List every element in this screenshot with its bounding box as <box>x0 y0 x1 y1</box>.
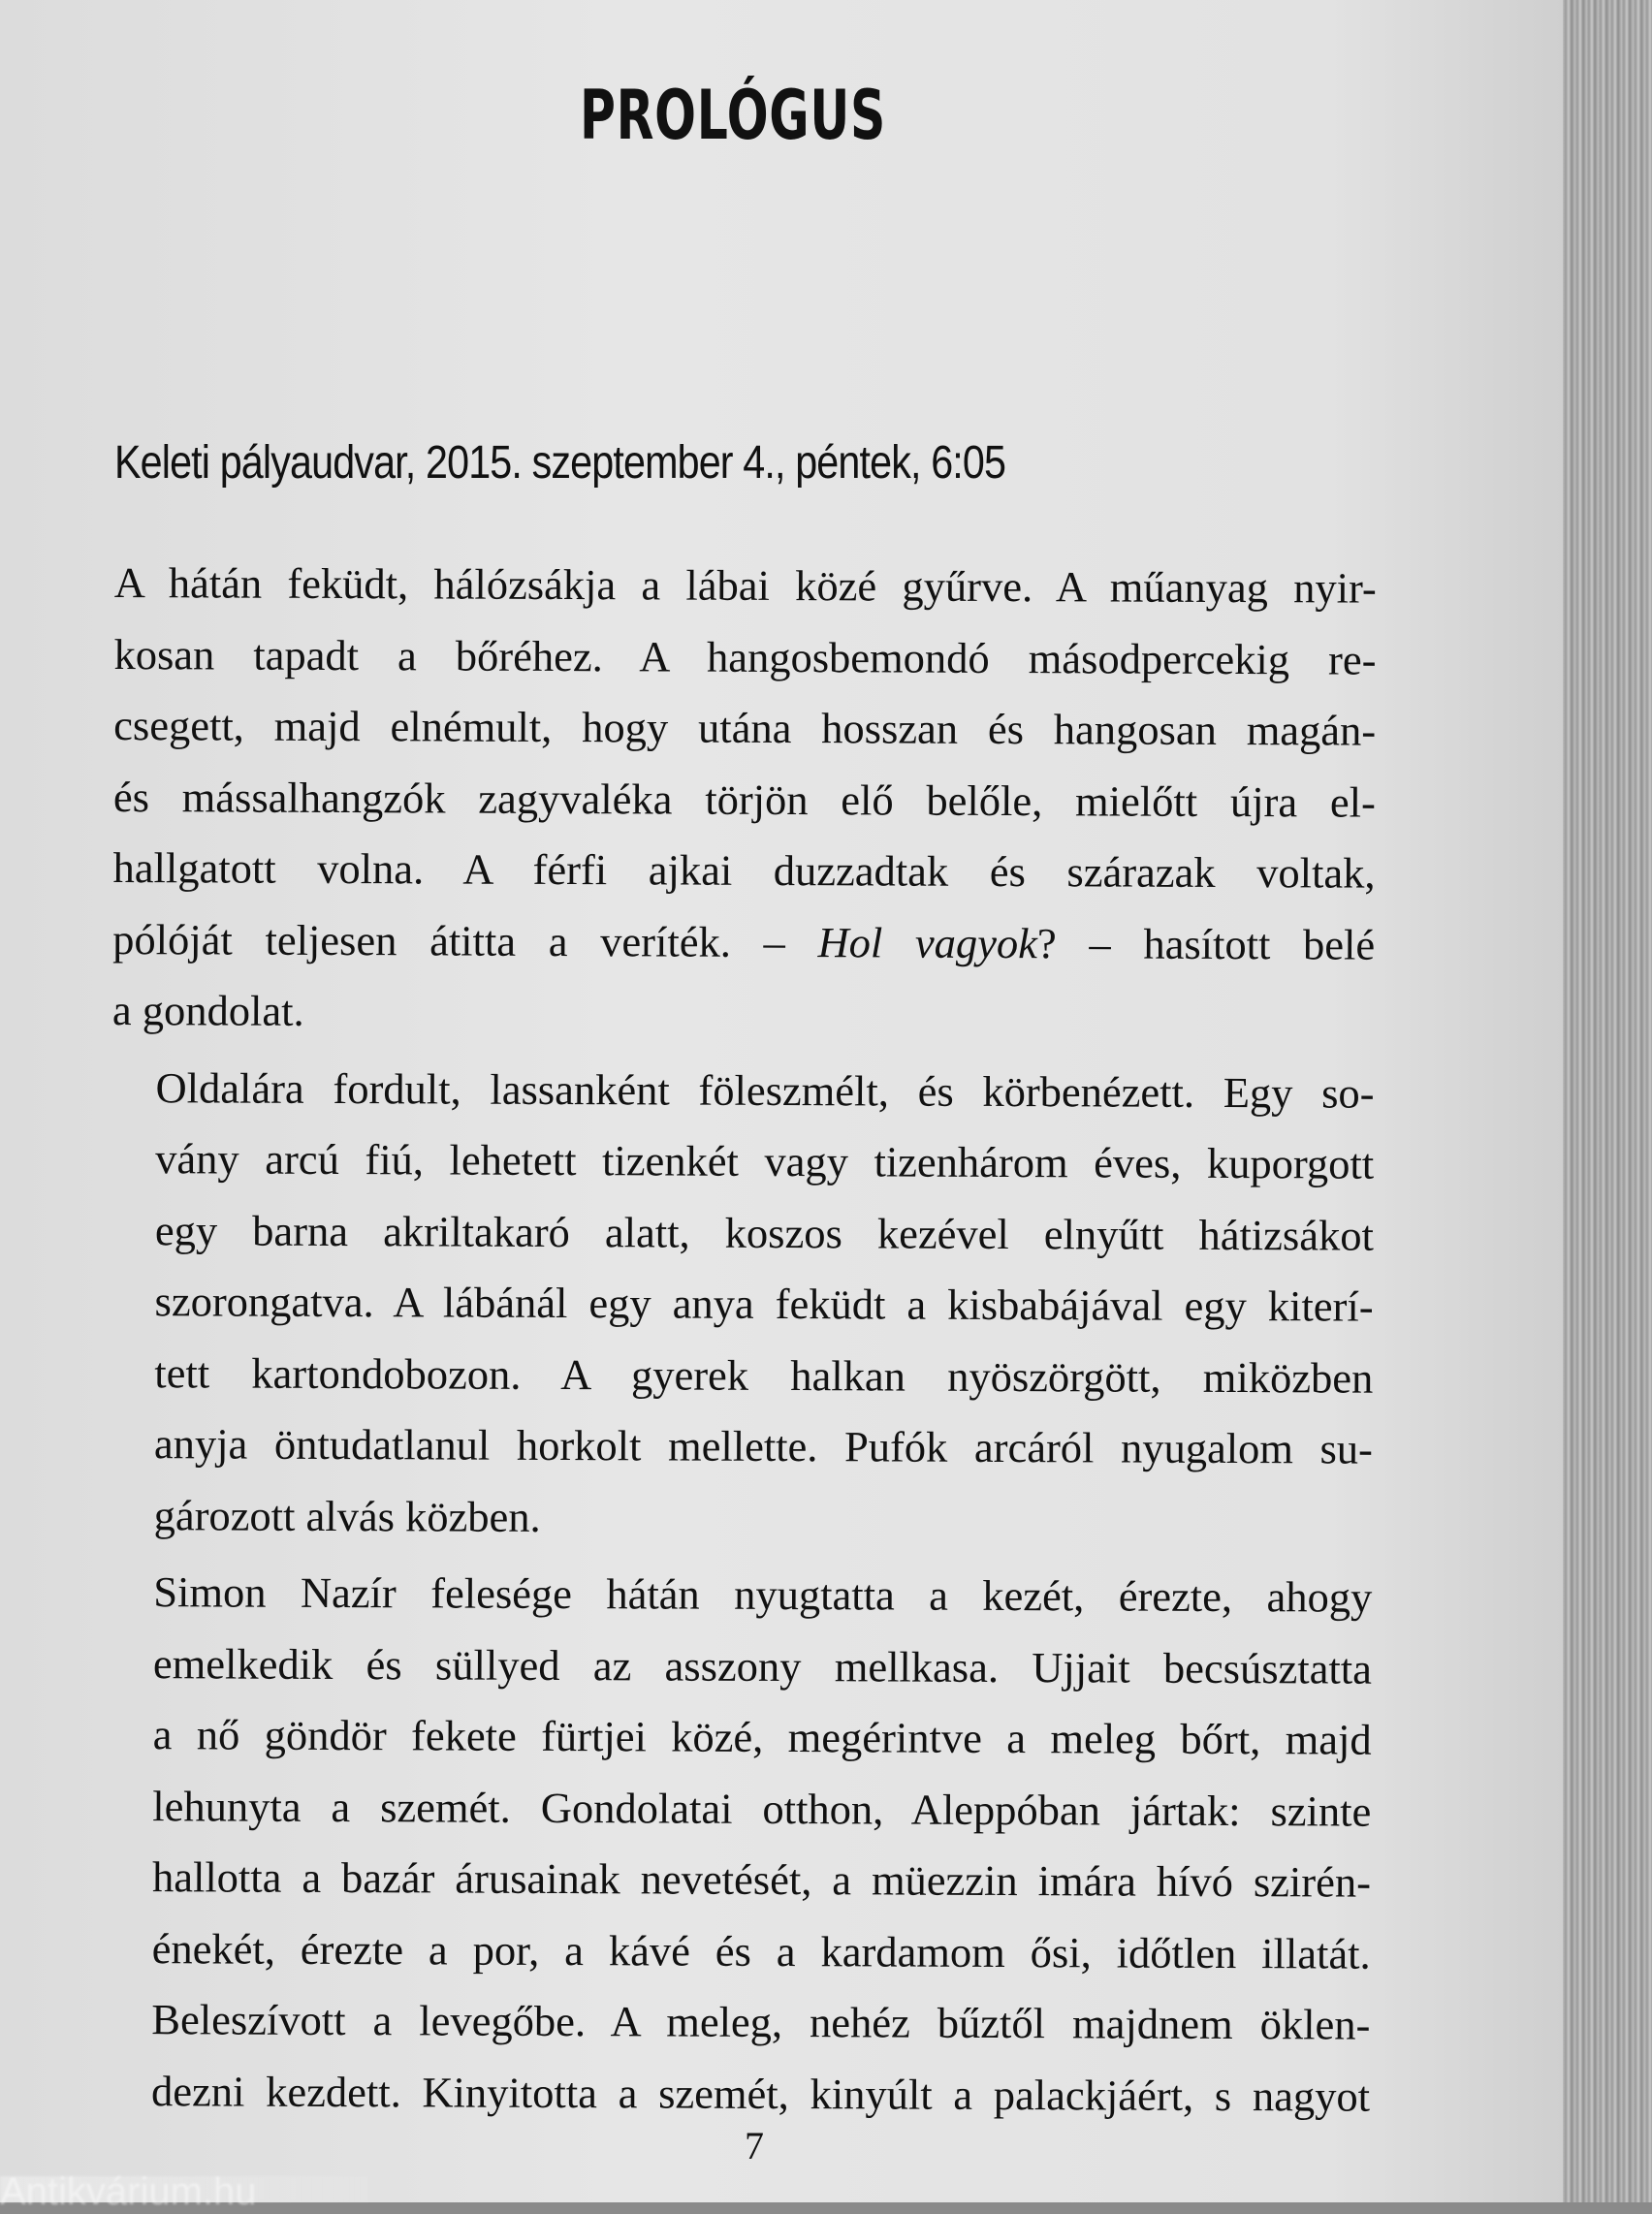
page-number: 7 <box>745 2124 764 2167</box>
text-line: a nő göndör fekete fürtjei közé, megérintve a meleg bőrt, majd <box>152 1710 1372 1764</box>
watermark <box>0 2170 368 2213</box>
text-line: A hátán feküdt, hálózsákja a lábai közé gyűrve. A műanyag nyir- <box>113 557 1377 613</box>
text-line: Simon Nazír felesége hátán nyugtatta a kezét, érezte, ahogy <box>153 1567 1373 1622</box>
text-line: a gondolat. <box>111 985 304 1035</box>
text-line: Beleszívott a levegőbe. A meleg, nehéz bűztől majdnem öklen- <box>151 1995 1371 2049</box>
paragraph-1 <box>112 548 1377 1052</box>
page-edges <box>1563 0 1652 2202</box>
text-line: anyja öntudatlanul horkolt mellette. Pufók arcáról nyugalom su- <box>153 1419 1374 1473</box>
paragraph-2 <box>110 1052 1374 1556</box>
watermark-text: Antikvárium.hu <box>0 2170 257 2213</box>
text-line: szorongatva. A lábánál egy anya feküdt a kisbabájával egy kiterí- <box>154 1277 1374 1331</box>
text-line: énekét, érezte a por, a kávé és a kardamom ősi, időtlen illatát. <box>151 1923 1371 1978</box>
text-line: pólóját teljesen átitta a veríték. – Hol vagyok? – hasított belé <box>112 914 1376 969</box>
location-heading: Keleti pályaudvar, 2015. szeptember 4., péntek, 6:05 <box>114 437 1006 489</box>
text-line: vány arcú fiú, lehetett tizenkét vagy tizenhárom éves, kuporgott <box>155 1134 1375 1188</box>
text-line: egy barna akriltakaró alatt, koszos kezével elnyűtt hátizsákot <box>154 1205 1375 1260</box>
text-line: lehunyta a szemét. Gondolatai otthon, Aleppóban jártak: szinte <box>152 1781 1372 1836</box>
text-line: tett kartondobozon. A gyerek halkan nyöszörgött, miközben <box>154 1347 1374 1403</box>
text-line: és mássalhangzók zagyvaléka törjön elő belőle, mielőtt újra el- <box>112 772 1376 827</box>
inner-thought: Hol vagyok <box>817 917 1038 967</box>
text-line: hallotta a bazár árusainak nevetését, a müezzin imára hívó szirén- <box>151 1852 1372 1907</box>
chapter-title: PROLÓGUS <box>579 76 887 155</box>
text-line: kosan tapadt a bőréhez. A hangosbemondó másodpercekig re- <box>113 629 1377 684</box>
text-line: Oldalára fordult, lassanként föleszmélt, és körbenézett. Egy so- <box>155 1062 1375 1118</box>
text-line: emelkedik és süllyed az asszony mellkasa. Ujjait becsúsztatta <box>152 1638 1373 1693</box>
text-line: csegett, majd elnémult, hogy utána hosszan és hangosan magán- <box>113 700 1377 755</box>
text-line: dezni kezdett. Kinyitotta a szemét, kinyúlt a palackjáért, s nagyot <box>150 2066 1371 2121</box>
paragraph-3 <box>108 1557 1373 2133</box>
text-line: gározott alvás közben. <box>153 1490 541 1541</box>
body-text <box>108 548 1377 2133</box>
text-line: hallgatott volna. A férfi ajkai duzzadtak és szárazak voltak, <box>112 842 1376 898</box>
